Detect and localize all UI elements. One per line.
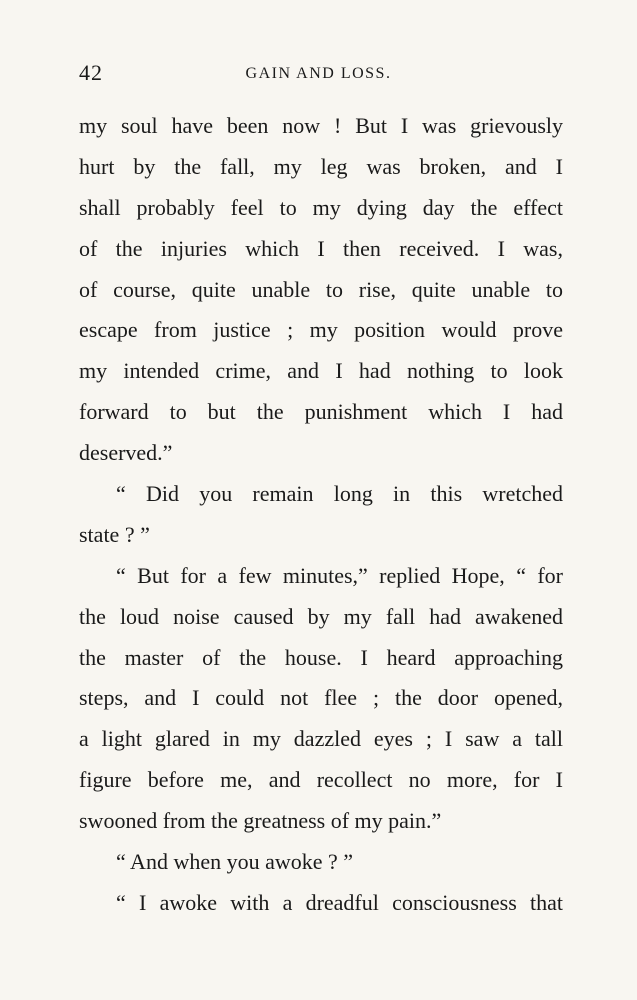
text-line: swooned from the greatness of my pain.” — [79, 808, 442, 834]
text-line: my soul have been now ! But I was grievously — [79, 113, 563, 138]
text-line: the loud noise caused by my fall had awakened — [79, 603, 563, 629]
text-line: state ? ” — [79, 521, 150, 547]
running-title: GAIN AND LOSS. — [245, 65, 392, 82]
text-line: escape from justice ; my position would prove — [79, 317, 563, 343]
page-number: 42 — [79, 60, 103, 85]
text-line: “ And when you awoke ? ” — [116, 849, 354, 875]
text-line: a light glared in my dazzled eyes ; I saw a tall — [79, 726, 563, 752]
text-line: of course, quite unable to rise, quite unable to — [79, 276, 563, 302]
text-line: deserved.” — [79, 440, 173, 466]
text-line: hurt by the fall, my leg was broken, and I — [79, 153, 563, 179]
text-line: the master of the house. I heard approaching — [79, 644, 563, 670]
text-line: steps, and I could not flee ; the door opened, — [79, 685, 563, 711]
page-body-text — [79, 106, 563, 924]
text-line: of the injuries which I then received. I was, — [79, 235, 563, 261]
text-line: figure before me, and recollect no more, for I — [79, 767, 563, 793]
text-line: “ But for a few minutes,” replied Hope, “ for — [116, 562, 563, 588]
text-line: “ Did you remain long in this wretched — [116, 481, 563, 507]
text-line: my intended crime, and I had nothing to look — [79, 358, 563, 384]
text-line: “ I awoke with a dreadful consciousness that — [116, 889, 563, 915]
text-line: shall probably feel to my dying day the effect — [79, 194, 563, 220]
text-line: forward to but the punishment which I had — [79, 399, 563, 425]
